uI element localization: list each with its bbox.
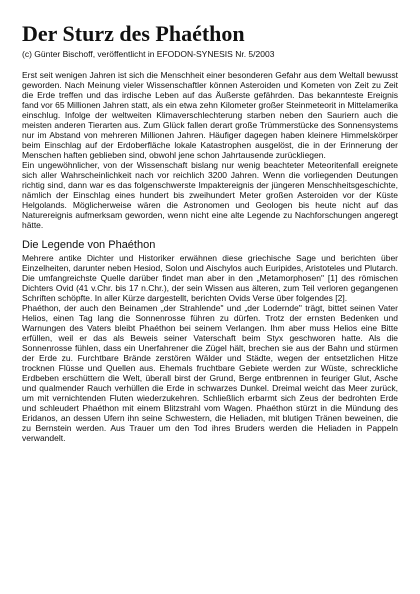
article-byline: (c) Günter Bischoff, veröffentlicht in EFODON-SYNESIS Nr. 5/2003 [22, 49, 275, 59]
intro-paragraph: Erst seit wenigen Jahren ist sich die Menschheit einer besonderen Gefahr aus dem Weltall bewusst geworden. Nach Meinung vieler Wissenschaftler können Asteroiden und Kometen von Zeit zu Zeit die Erde treffen und das irdische Leben auf das Äußerste gefährden. Das bekannteste Ereignis fand vor 65 Millionen Jahren statt, als ein etwa zehn Kilometer großer Steinmeteorit in Mittelamerika einschlug. Infolge der weltweiten Klimaverschlechterung starben neben den Sauriern auch die meisten anderen Tierarten aus. Zum Glück fallen derart große Trümmerstücke des Sonnensystems nur im Abstand von mehreren Millionen Jahren. Häufiger dagegen haben kleinere Himmelskörper beim Einschlag auf der Erdoberfläche lokale Katastrophen ausgelöst, die in der Erinnerung der Menschen haften geblieben sind, obwohl jene schon Jahrtausende zurückliegen. [22, 70, 398, 160]
section-heading: Die Legende von Phaéthon [22, 239, 156, 251]
legend-paragraph-2: Phaéthon, der auch den Beinamen „der Strahlende" und „der Lodernde" trägt, bittet seinen Vater Helios, einen Tag lang die Sonnenrosse führen zu dürfen. Trotz der ernsten Bedenken und Warnungen des Vaters bleibt Phaéthon bei seinem Verlangen. Ihm aber muss Helios eine Bitte erfüllen, weil er das als Beweis seiner Vaterschaft beim Styx geschworen hatte. Als die Sonnenrosse fühlen, dass ein Unerfahrener die Zügel hält, brechen sie aus der Bahn und stürmen der Erde zu. Furchtbare Brände zerstören Wälder und Städte, wegen der entsetzlichen Hitze trocknen Flüsse und Quellen aus. Ehemals fruchtbare Gebiete werden zur Wüste, schreckliche Erdbeben erschüttern die Welt, überall birst der Grund, Berge entbrennen in feuriger Glut, Asche und qualmender Rauch verhüllen die Erde in schwarzes Dunkel. Dreimal weicht das Meer zurück, um mit vernichtenden Fluten wiederzukehren. Schließlich erbarmt sich Zeus der bedrohten Erde und schleudert Phaéthon mit einem Blitzstrahl vom Wagen. Phaéthon stürzt in die Mündung des Eridanos, an dessen Ufern ihn seine Schwestern, die Heliaden, mit blutigen Tränen beweinen, die zu Bernstein werden. Aus Trauer um den Tod ihres Bruders werden die Heliaden in Pappeln verwandelt. [22, 303, 398, 443]
second-paragraph: Ein ungewöhnlicher, von der Wissenschaft bislang nur wenig beachteter Meteoritenfall ereignete sich aller Wahrscheinlichkeit nach vor reichlich 3200 Jahren. Wenn die vorliegenden Deutungen richtig sind, dann war es das folgenschwerste Impaktereignis der jüngeren Menschheitsgeschichte, nämlich der Einschlag eines hundert bis zweihundert Meter großen Asteroiden vor der Küste Helgolands. Möglicherweise wären die Astronomen und Geologen bis heute nicht auf das Naturereignis aufmerksam geworden, wenn nicht eine alte Legende zu Nachforschungen angeregt hätte. [22, 160, 398, 230]
legend-paragraph-1: Mehrere antike Dichter und Historiker erwähnen diese griechische Sage und berichten über Einzelheiten, darunter neben Hesiod, Solon und Aischylos auch Euripides, Aristoteles und Plutarch. Die umfangreichste Quelle darüber findet man aber in den „Metamorphosen" [1] des römischen Dichters Ovid (41 v.Chr. bis 17 n.Chr.), der sein Wissen aus älteren, zum Teil verloren gegangenen Schriften schöpfte. In aller Kürze dargestellt, berichten Ovids Verse über folgendes [2]. [22, 253, 398, 303]
article-title: Der Sturz des Phaéthon [22, 21, 245, 46]
